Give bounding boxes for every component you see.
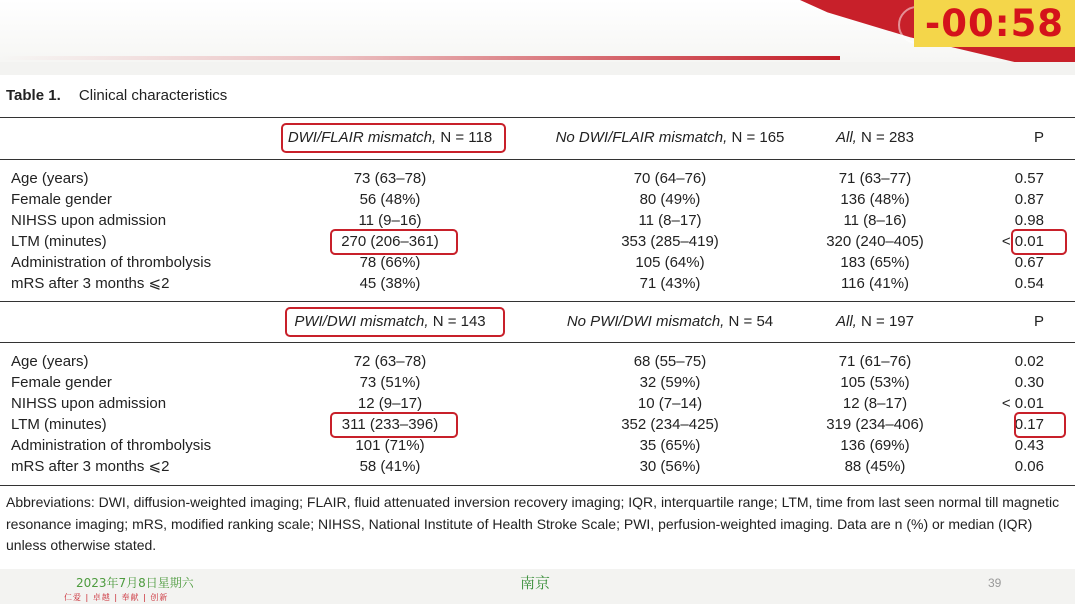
table-caption <box>6 87 227 104</box>
row-label: Female gender <box>11 374 112 391</box>
cell-all: 136 (48%) <box>840 191 910 208</box>
cell-p: 0.87 <box>1014 191 1044 208</box>
cell-g2: 71 (43%) <box>639 275 701 292</box>
cell-g1: 78 (66%) <box>359 254 421 271</box>
cell-g1: 12 (9–17) <box>357 395 423 412</box>
highlight-pwi-dwi-header <box>285 307 505 337</box>
header-p-2: P <box>1033 313 1044 330</box>
top-rule <box>0 117 1075 118</box>
highlight-ltm-311 <box>330 412 458 438</box>
highlight-dwi-flair-header <box>281 123 506 153</box>
cell-p: 0.54 <box>1014 275 1044 292</box>
cell-g1: 311 (233–396) <box>341 416 439 433</box>
highlight-p-017 <box>1014 412 1066 438</box>
cell-all: 319 (234–406) <box>826 416 924 433</box>
cell-all: 320 (240–405) <box>826 233 924 250</box>
slide-motto: 仁爱 | 卓越 | 奉献 | 创新 <box>64 593 169 602</box>
section1-header-rule <box>0 159 1075 160</box>
bottom-rule <box>0 485 1075 486</box>
cell-all: 105 (53%) <box>840 374 910 391</box>
cell-g2: 32 (59%) <box>639 374 701 391</box>
cell-all: 183 (65%) <box>840 254 910 271</box>
cell-g2: 10 (7–14) <box>637 395 703 412</box>
row-label: mRS after 3 months ⩽2 <box>11 458 170 475</box>
cell-p: 0.02 <box>1014 353 1044 370</box>
row-label: Administration of thrombolysis <box>11 254 212 271</box>
cell-all: 88 (45%) <box>844 458 906 475</box>
table-number: Table 1. <box>6 87 61 104</box>
cell-all: 71 (61–76) <box>838 353 912 370</box>
cell-g1: 101 (71%) <box>355 437 425 454</box>
cell-g1: 270 (206–361) <box>341 233 439 250</box>
row-label: LTM (minutes) <box>11 416 107 433</box>
header-accent-line <box>0 56 840 60</box>
cell-g2: 30 (56%) <box>639 458 701 475</box>
countdown-timer: -00:58 <box>914 0 1075 47</box>
slide-date: 2023年7月8日星期六 <box>76 576 194 590</box>
table-title: Clinical characteristics <box>78 87 228 104</box>
cell-all: 116 (41%) <box>840 275 910 292</box>
cell-g2: 11 (8–17) <box>638 212 702 229</box>
cell-g2: 70 (64–76) <box>633 170 707 187</box>
row-label: NIHSS upon admission <box>11 395 167 412</box>
clinical-table <box>0 75 1075 569</box>
cell-g1: 11 (9–16) <box>358 212 422 229</box>
row-label: NIHSS upon admission <box>11 212 167 229</box>
header-pwi-dwi-mismatch: PWI/DWI mismatch, N = 143 <box>294 313 486 330</box>
row-label: Female gender <box>11 191 112 208</box>
cell-g2: 35 (65%) <box>639 437 701 454</box>
cell-all: 11 (8–16) <box>843 212 907 229</box>
cell-p: 0.57 <box>1014 170 1044 187</box>
cell-p: < 0.01 <box>1001 233 1044 250</box>
page-number: 39 <box>988 576 1002 590</box>
header-all-2: All, N = 197 <box>836 313 914 330</box>
row-label: Age (years) <box>11 170 89 187</box>
cell-g2: 68 (55–75) <box>633 353 707 370</box>
cell-p: < 0.01 <box>1001 395 1044 412</box>
header-all-1: All, N = 283 <box>836 129 914 146</box>
row-label: LTM (minutes) <box>11 233 107 250</box>
row-label: Age (years) <box>11 353 89 370</box>
cell-g1: 72 (63–78) <box>353 353 427 370</box>
slide-city: 南京 <box>520 574 551 592</box>
cell-g1: 56 (48%) <box>359 191 421 208</box>
cell-g1: 58 (41%) <box>359 458 421 475</box>
cell-g1: 45 (38%) <box>359 275 421 292</box>
cell-p: 0.43 <box>1014 437 1044 454</box>
cell-g1: 73 (51%) <box>359 374 421 391</box>
row-label: Administration of thrombolysis <box>11 437 212 454</box>
section-divider-rule <box>0 301 1075 302</box>
cell-all: 71 (63–77) <box>838 170 912 187</box>
highlight-ltm-270 <box>330 229 458 255</box>
cell-p: 0.06 <box>1014 458 1044 475</box>
highlight-p-lt001 <box>1011 229 1067 255</box>
header-dwi-flair-mismatch: DWI/FLAIR mismatch, N = 118 <box>287 129 493 146</box>
row-label: mRS after 3 months ⩽2 <box>11 275 170 292</box>
cell-p: 0.30 <box>1014 374 1044 391</box>
cell-all: 12 (8–17) <box>842 395 908 412</box>
cell-p: 0.67 <box>1014 254 1044 271</box>
header-p-1: P <box>1033 129 1044 146</box>
cell-g2: 80 (49%) <box>639 191 701 208</box>
cell-g2: 353 (285–419) <box>621 233 719 250</box>
cell-all: 136 (69%) <box>840 437 910 454</box>
section2-header-rule <box>0 342 1075 343</box>
cell-g2: 105 (64%) <box>635 254 705 271</box>
header-no-dwi-flair-mismatch: No DWI/FLAIR mismatch, N = 165 <box>555 129 785 146</box>
cell-p: 0.17 <box>1014 416 1044 433</box>
header-no-pwi-dwi-mismatch: No PWI/DWI mismatch, N = 54 <box>566 313 774 330</box>
cell-g1: 73 (63–78) <box>353 170 427 187</box>
cell-p: 0.98 <box>1014 212 1044 229</box>
cell-g2: 352 (234–425) <box>621 416 719 433</box>
table-footnote: Abbreviations: DWI, diffusion-weighted imaging; FLAIR, fluid attenuated inversion recovery imaging; IQR, interquartile range; LTM, time from last seen normal till magnetic resonance imaging; mRS, modified ranking scale; NIHSS, National Institute of Health Stroke Scale; PWI, perfusion-weighted imaging. Data are n (%) or median (IQR) unless otherwise stated. <box>6 494 1060 553</box>
